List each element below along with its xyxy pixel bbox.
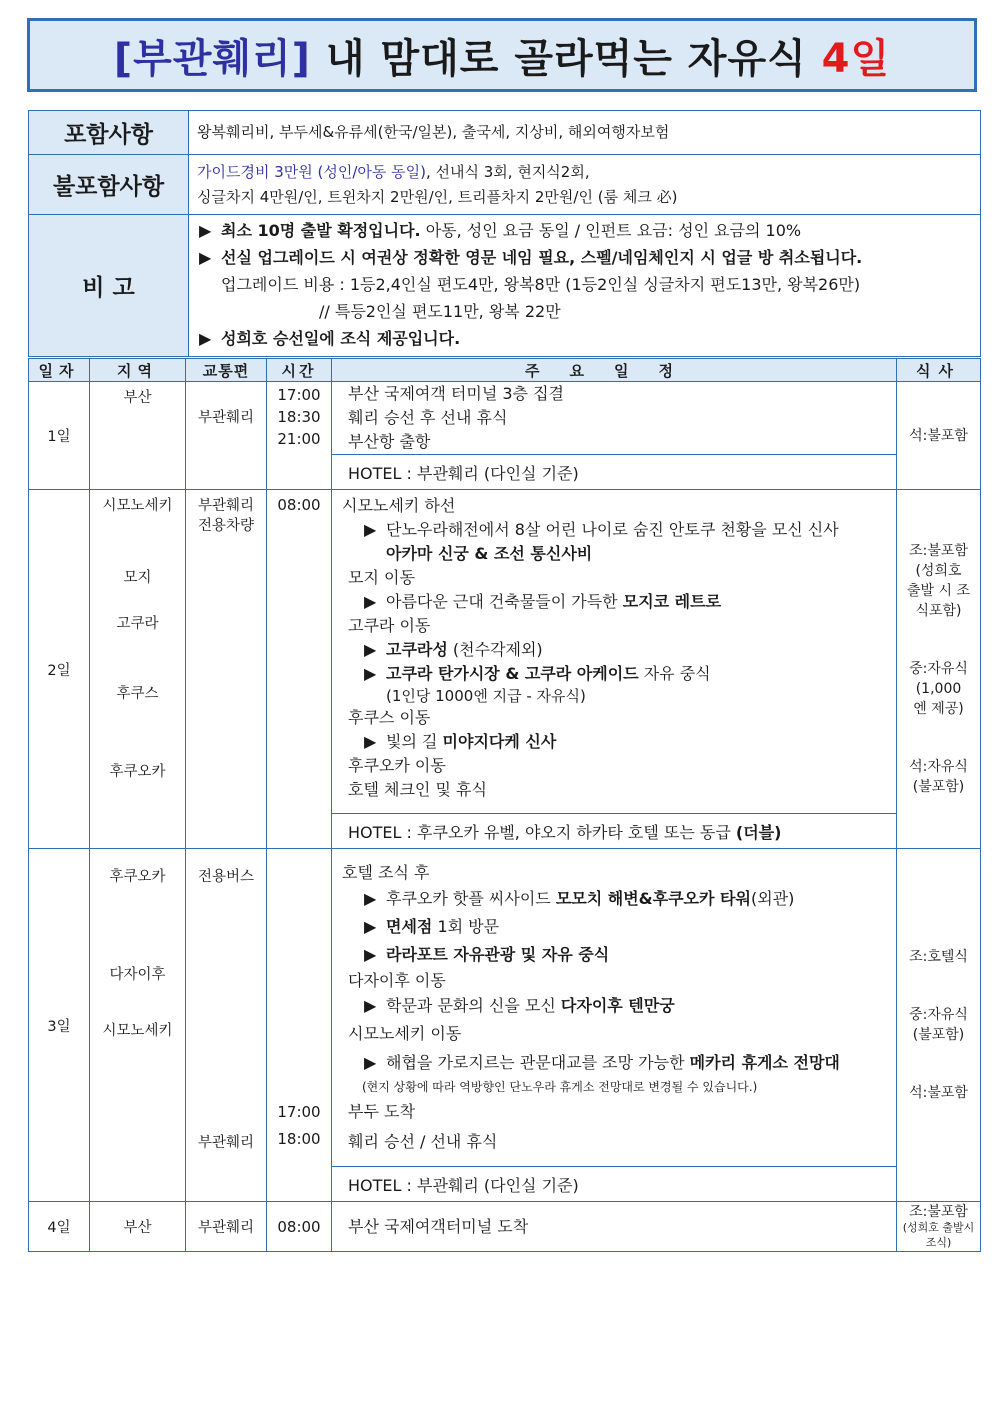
day4-meal: 조:불포함 [909,1203,968,1220]
day2-item-bold: 고쿠라성 [386,640,448,659]
day1-meal: 석:불포함 [897,382,981,490]
day3-meal: 중:자유식 [909,1007,968,1023]
day2-meal: 중:자유식 [909,661,968,677]
day3-item: 후쿠오카 핫플 씨사이드 [386,889,556,908]
day4-day: 4일 [29,1202,90,1252]
day2-region: 모지 [123,570,152,586]
day3-item-bold: 라라포트 자유관광 및 자유 중식 [386,945,610,964]
day3-note: (현지 상황에 따라 역방향인 단노우라 휴게소 전망대로 변경될 수 있습니다.) [362,1080,758,1094]
day2-item: 후쿠스 이동 [348,708,431,727]
day3-item: 학문과 문화의 신을 모신 [386,996,561,1015]
day2-item: 고쿠라 이동 [348,616,431,635]
notes-label: 비 고 [29,215,189,357]
day2-item: 단노우라해전에서 8살 어린 나이로 숨진 안토쿠 천황을 모신 신사 [386,520,839,539]
title-days: 4일 [821,35,891,82]
note4: // 특등2인실 편도11만, 왕복 22만 [319,302,561,321]
day3-item: 해협을 가로지르는 관문대교를 조망 가능한 [386,1053,690,1072]
day2-meal-note: (성희호 출발 시 조식포함) [907,563,970,619]
day2-item: (1인당 1000엔 지급 - 자유식) [386,687,586,705]
day2-hotel-room: (더블) [735,822,782,842]
excluded-line2: 싱글차지 4만원/인, 트윈차지 2만원/인, 트리플차지 2만원/인 (룸 체크 必) [197,187,678,206]
day2-region: 시모노세키 [102,498,173,514]
header-day: 일자 [29,359,90,382]
day3-day: 3일 [29,849,90,1202]
arrow-icon: ▶ [364,664,377,683]
day2-item: 시모노세키 하선 [342,496,456,515]
day2-hotel: HOTEL : 후쿠오카 유벨, 야오지 하카타 호텔 또는 동급 [348,822,736,842]
day2-meal: 조:불포함 [909,543,968,559]
arrow-icon: ▶ [364,945,377,964]
day1-time: 18:30 [277,408,321,426]
day2-transport: 부관훼리 전용차량 [186,490,267,849]
day2-item: 빛의 길 [386,732,443,751]
day4-transport: 부관훼리 [186,1202,267,1252]
day3-item-bold: 다자이후 텐만궁 [560,996,675,1015]
page-title [114,27,890,84]
day3-item-bold: 메카리 휴게소 전망대 [689,1053,840,1072]
note3: 업그레이드 비용 : 1등2,4인실 편도4만, 왕복8만 (1등2인실 싱글차지 편도13만, 왕복26만) [221,275,861,294]
info-table [28,110,981,357]
arrow-icon: ▶ [364,889,377,908]
arrow-icon: ▶ [364,996,377,1015]
day3-time: 18:00 [277,1130,321,1148]
arrow-icon: ▶ [199,329,212,348]
day2-time: 08:00 [267,490,332,849]
day3-transport: 부관훼리 [197,1135,255,1151]
arrow-icon: ▶ [199,221,212,240]
day1-time: 17:00 [277,386,321,404]
excluded-guide-fee: 가이드경비 3만원 (성인/아동 동일) [197,162,426,181]
header-meal: 식사 [897,359,981,382]
arrow-icon: ▶ [199,248,212,267]
day2-meal-note: (1,000엔 제공) [913,681,964,717]
day3-item: 1회 방문 [432,917,500,936]
day3-item: 훼리 승선 / 선내 휴식 [348,1132,498,1151]
day1-time: 21:00 [277,430,321,448]
arrow-icon: ▶ [364,1053,377,1072]
included-value: 왕복훼리비, 부두세&유류세(한국/일본), 출국세, 지상비, 해외여행자보험 [189,111,981,155]
arrow-icon: ▶ [364,520,377,539]
day2-meal: 석:자유식 [909,759,968,775]
day4-meal-note: (성희호 출발시 조식) [902,1220,975,1249]
day1-item: 부산항 출항 [348,432,431,451]
note2: 선실 업그레이드 시 여권상 정확한 영문 네임 필요, 스펠/네임체인지 시 업글 방 취소됩니다. [221,248,863,267]
note5: 성희호 승선일에 조식 제공입니다. [221,329,461,348]
day2-item: 후쿠오카 이동 [348,756,446,775]
schedule-table [28,358,981,1252]
day3-item: 부두 도착 [348,1102,415,1121]
day2-item-bold: 모지코 레트로 [622,592,722,611]
day4-time: 08:00 [267,1202,332,1252]
day3-region: 다자이후 [109,967,166,983]
day3-meal: 조:호텔식 [909,949,968,965]
day1-day: 1일 [29,382,90,490]
arrow-icon: ▶ [364,640,377,659]
day2-day: 2일 [29,490,90,849]
day2-item-bold: 아카마 신궁 & 조선 통신사비 [386,544,593,563]
header-time: 시간 [267,359,332,382]
arrow-icon: ▶ [364,917,377,936]
header-transport: 교통편 [186,359,267,382]
note1: 아동, 성인 요금 동일 / 인펀트 요금: 성인 요금의 10% [420,221,802,240]
included-label: 포함사항 [29,111,189,155]
excluded-line1: , 선내식 3회, 현지식2회, [425,162,590,181]
day2-item: (천수각제외) [447,640,543,659]
day3-region: 후쿠오카 [109,869,166,885]
day3-item-bold: 모모치 해변&후쿠오카 타워 [555,889,751,908]
title-banner [27,18,977,92]
day3-region: 시모노세키 [102,1023,173,1039]
day3-item-bold: 면세점 [386,917,433,936]
title-main: 내 맘대로 골라먹는 자유식 [325,35,807,82]
day4-item: 부산 국제여객터미널 도착 [332,1202,897,1252]
header-itinerary: 주요일정 [332,359,897,382]
day2-item: 자유 중식 [638,664,711,683]
day3-item: 호텔 조식 후 [342,863,430,882]
note1-bold: 최소 10명 출발 확정입니다. [221,221,421,240]
title-bracket: [부관훼리] [113,35,311,82]
day1-transport: 부관훼리 [186,382,267,490]
day1-item: 부산 국제여객 터미널 3층 집결 [348,384,564,403]
day2-item-bold: 고쿠라 탄가시장 & 고쿠라 아케이드 [386,664,639,683]
day2-meal-note: (불포함) [912,779,965,795]
day1-item: 훼리 승선 후 선내 휴식 [348,408,508,427]
day3-meal: 석:불포함 [909,1085,968,1101]
header-region: 지역 [90,359,186,382]
day3-item: 다자이후 이동 [348,971,446,990]
day2-region: 고쿠라 [116,616,159,632]
day1-region: 부산 [90,382,186,490]
day3-hotel: HOTEL : 부관훼리 (다인실 기준) [332,1167,897,1202]
day3-transport: 전용버스 [197,869,255,885]
day2-region: 후쿠스 [116,686,159,702]
arrow-icon: ▶ [364,592,377,611]
day4-region: 부산 [90,1202,186,1252]
day2-region: 후쿠오카 [109,764,166,780]
arrow-icon: ▶ [364,732,377,751]
day3-time: 17:00 [277,1103,321,1121]
day3-meal-note: (불포함) [912,1027,965,1043]
day1-hotel: HOTEL : 부관훼리 (다인실 기준) [332,455,897,490]
day3-item: 시모노세키 이동 [348,1024,462,1043]
day2-item: 모지 이동 [348,568,415,587]
day2-item: 아름다운 근대 건축물들이 가득한 [386,592,623,611]
excluded-label: 불포함사항 [29,155,189,215]
day2-item: 호텔 체크인 및 휴식 [348,780,487,799]
day3-item: (외관) [750,889,795,908]
day2-item-bold: 미야지다케 신사 [442,732,557,751]
